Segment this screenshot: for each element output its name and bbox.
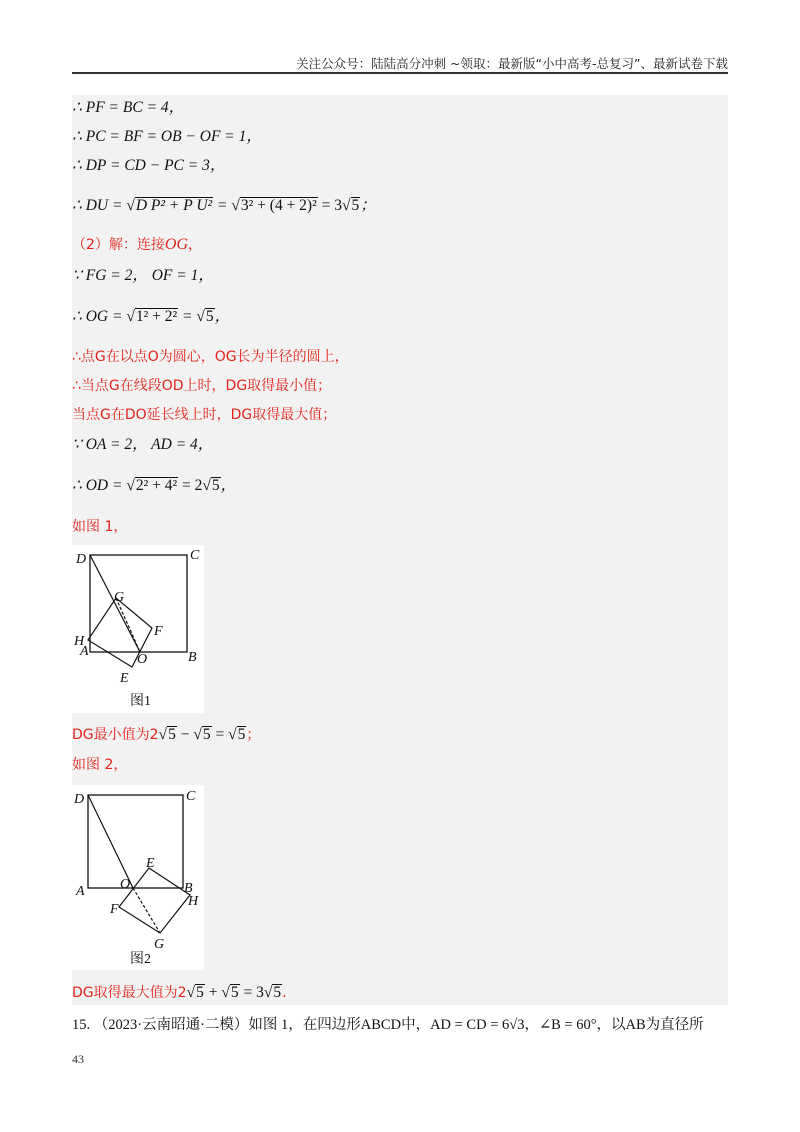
step-min-case: ∴当点G在线段OD上时，DG取得最小值；	[72, 378, 332, 394]
question-15: 15. （2023·云南昭通·二模）如图 1，在四边形ABCD中，AD = CD = 6√3，∠B = 60°，以AB为直径所	[72, 1017, 704, 1033]
eq-sign: = 3	[239, 984, 264, 1001]
fig1-caption: 图1	[130, 694, 151, 709]
fig2-label-f: F	[110, 902, 119, 917]
step-oa: ∵ OA = 2， AD = 4，	[72, 436, 214, 453]
comma: ，	[214, 308, 231, 325]
fig1-label-b: B	[188, 650, 197, 665]
page-header: 关注公众号：陆陆高分冲刺 ~领取：最新版“小中高考-总复习”、最新试卷下载	[296, 56, 728, 71]
step-fg: ∵ FG = 2， OF = 1，	[72, 267, 214, 284]
sqrt-5: 5	[351, 197, 360, 214]
fig2-label-o: O	[120, 877, 131, 892]
sqrt-5: 5	[211, 477, 220, 494]
step-pc: ∴ PC = BF = OB − OF = 1，	[72, 128, 262, 145]
sqrt-du-1: D P² + P U²	[135, 197, 213, 214]
fig2-label-c: C	[186, 789, 196, 804]
step-pf: ∴ PF = BC = 4，	[72, 99, 185, 116]
figure-2	[72, 785, 204, 975]
semicolon: ；	[246, 727, 261, 743]
fig2-label-e: E	[146, 856, 155, 871]
sqrt-og-1: 1² + 2²	[135, 308, 178, 325]
part2-og: OG	[164, 236, 189, 253]
sqrt-od: 2² + 4²	[135, 477, 178, 494]
step-max-case: 当点G在DO延长线上时，DG取得最大值；	[72, 407, 337, 423]
max-result-label: DG取得最大值为2	[72, 985, 187, 1001]
sqrt-5: 5	[205, 308, 214, 325]
sqrt-5: 5	[230, 984, 239, 1001]
sqrt-du-2: 3² + (4 + 2)²	[240, 197, 317, 214]
fig2-label-d: D	[74, 792, 85, 807]
fig1-label-f: F	[154, 624, 163, 639]
fig2-label-a: A	[76, 884, 85, 899]
fig1-label-a: A	[80, 644, 89, 659]
eq-sign: =	[213, 197, 232, 214]
fig1-label-g: G	[114, 590, 125, 605]
fig1-label-h: H	[74, 634, 85, 649]
semicolon: ；	[360, 197, 376, 214]
max-result: DG取得最大值为2√5 + √5 = 3√5.	[72, 984, 287, 1001]
figure2-ref: 如图 2，	[72, 757, 128, 773]
step-og: ∴ OG = √1² + 2² = √5，	[72, 308, 231, 325]
sqrt-5: 5	[202, 726, 211, 743]
fig2-caption: 图2	[130, 952, 151, 967]
min-result-label: DG最小值为2	[72, 727, 159, 743]
sqrt-5: 5	[168, 726, 176, 743]
eq-sign: =	[211, 726, 229, 743]
sqrt-5: 5	[196, 984, 204, 1001]
fig1-label-o: O	[137, 652, 148, 667]
step-od-lhs: ∴ OD =	[72, 477, 127, 494]
minus-sign: −	[176, 726, 194, 743]
comma: ，	[220, 477, 237, 494]
min-result: DG最小值为2√5 − √5 = √5；	[72, 726, 261, 743]
step-dp: ∴ DP = CD − PC = 3，	[72, 157, 226, 174]
plus-sign: +	[204, 984, 222, 1001]
fig2-label-b: B	[184, 881, 193, 896]
part2-heading	[72, 235, 202, 255]
step-du: ∴ DU = √D P² + P U² = √3² + (4 + 2)² = 3√5；	[72, 197, 376, 214]
step-od: ∴ OD = √2² + 4² = 2√5，	[72, 477, 237, 494]
figure-1	[72, 545, 204, 718]
page-number: 43	[72, 1052, 84, 1066]
sqrt-5: 5	[237, 726, 246, 743]
fig2-label-g: G	[154, 937, 165, 952]
fig2-label-h: H	[188, 894, 199, 909]
fig1-label-d: D	[76, 552, 87, 567]
header-divider	[72, 72, 728, 74]
figure1-ref: 如图 1，	[72, 519, 128, 535]
step-og-lhs: ∴ OG =	[72, 308, 127, 325]
period: .	[282, 985, 287, 1001]
step-du-lhs: ∴ DU =	[72, 197, 127, 214]
part2-label: （2）解：连接	[72, 237, 165, 253]
fig1-label-c: C	[190, 548, 200, 563]
coef-3: = 3	[317, 197, 342, 214]
sqrt-5: 5	[273, 984, 282, 1001]
coef-2: = 2	[178, 477, 203, 494]
step-circle: ∴点G在以点O为圆心，OG长为半径的圆上，	[72, 349, 349, 365]
fig1-label-e: E	[120, 671, 129, 686]
eq-sign: =	[178, 308, 197, 325]
part2-comma: ，	[188, 237, 203, 253]
